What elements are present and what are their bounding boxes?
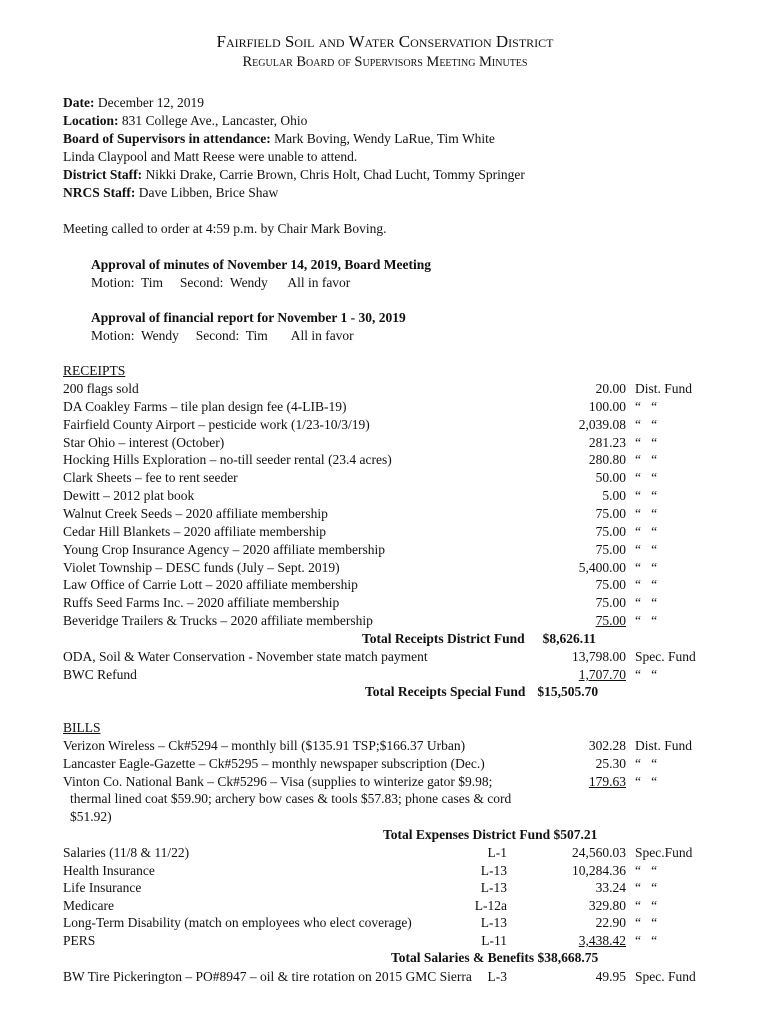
bills-heading: BILLS <box>63 720 101 735</box>
row-fund: “ “ <box>635 559 658 575</box>
row-amount: 75.00 <box>595 523 626 539</box>
nrcs-line: NRCS Staff: Dave Libben, Brice Shaw <box>63 185 279 200</box>
document-subtitle: Regular Board of Supervisors Meeting Minutes <box>242 54 528 70</box>
row-code: L-11 <box>481 933 507 948</box>
row-amount: 5,400.00 <box>578 559 626 575</box>
row-fund: “ “ <box>635 398 658 414</box>
row-description: DA Coakley Farms – tile plan design fee (4-LIB-19) <box>63 398 347 414</box>
row-amount: 25.30 <box>595 756 626 771</box>
row-fund: “ “ <box>635 915 658 931</box>
row-amount: 33.24 <box>595 880 626 896</box>
row-amount: 75.00 <box>595 541 626 557</box>
row-amount: 20.00 <box>595 381 626 396</box>
table-row <box>63 576 713 594</box>
row-amount: 75.00 <box>595 613 626 629</box>
table-row <box>63 879 713 897</box>
row-fund: “ “ <box>635 577 658 593</box>
row-amount: 302.28 <box>588 738 626 753</box>
row-amount: 49.95 <box>595 969 626 984</box>
table-row <box>63 897 713 915</box>
row-description: Star Ohio – interest (October) <box>63 434 225 450</box>
total-receipts-district: Total Receipts District Fund $8,626.11 <box>362 631 596 646</box>
row-description: Young Crop Insurance Agency – 2020 affiliate membership <box>63 541 385 557</box>
row-description: Cedar Hill Blankets – 2020 affiliate membership <box>63 523 326 539</box>
row-amount: 100.00 <box>588 398 626 414</box>
table-row <box>63 541 713 559</box>
motion-2-detail: Motion: Wendy Second: Tim All in favor <box>91 328 354 343</box>
row-fund: “ “ <box>635 862 658 878</box>
motion-1-heading: Approval of minutes of November 14, 2019, Board Meeting <box>91 257 431 272</box>
document-title: Fairfield Soil and Water Conservation District <box>216 32 554 51</box>
row-description: Law Office of Carrie Lott – 2020 affiliate membership <box>63 577 358 593</box>
table-row <box>63 844 713 862</box>
row-description: Violet Township – DESC funds (July – Sept. 2019) <box>63 559 340 575</box>
table-row <box>63 523 713 541</box>
row-amount: 281.23 <box>588 434 626 450</box>
row-fund: “ “ <box>635 452 658 468</box>
date-line: Date: December 12, 2019 <box>63 95 204 110</box>
row-fund: “ “ <box>635 613 658 629</box>
motion-1-detail: Motion: Tim Second: Wendy All in favor <box>91 275 351 290</box>
table-row <box>63 862 713 880</box>
row-amount: 22.90 <box>595 915 626 931</box>
table-row <box>63 469 713 487</box>
row-description: Long-Term Disability (match on employees who elect coverage) <box>63 915 412 931</box>
row-fund: “ “ <box>635 470 658 486</box>
row-amount: 75.00 <box>595 577 626 593</box>
row-code: L-13 <box>480 880 507 896</box>
row-fund: “ “ <box>635 667 658 682</box>
row-code: L-1 <box>487 845 507 860</box>
row-code: L-13 <box>480 862 507 878</box>
table-row <box>63 505 713 523</box>
row-code: L-13 <box>480 915 507 931</box>
motion-2-heading: Approval of financial report for November 1 - 30, 2019 <box>91 310 406 325</box>
row-fund: “ “ <box>635 505 658 521</box>
row-fund: Spec. Fund <box>635 649 696 664</box>
row-amount: 13,798.00 <box>572 649 626 664</box>
row-description: BW Tire Pickerington – PO#8947 – oil & tire rotation on 2015 GMC Sierra <box>63 969 472 984</box>
total-receipts-special: Total Receipts Special Fund $15,505.70 <box>365 684 599 699</box>
row-code: L-3 <box>487 969 507 984</box>
row-fund: “ “ <box>635 523 658 539</box>
row-fund: Dist. Fund <box>635 381 693 396</box>
row-amount: 179.63 <box>588 774 626 789</box>
row-fund: “ “ <box>635 756 658 771</box>
table-row <box>63 612 713 630</box>
row-fund: “ “ <box>635 416 658 432</box>
table-row <box>63 416 713 434</box>
row-description: Hocking Hills Exploration – no-till seeder rental (23.4 acres) <box>63 452 392 468</box>
row-fund: “ “ <box>635 880 658 896</box>
row-fund: “ “ <box>635 774 658 789</box>
row-description: Salaries (11/8 & 11/22) <box>63 845 190 860</box>
row-description: Verizon Wireless – Ck#5294 – monthly bill ($135.91 TSP;$166.37 Urban) <box>63 738 466 753</box>
table-row <box>63 968 713 986</box>
row-description: Clark Sheets – fee to rent seeder <box>63 470 238 486</box>
row-fund: Spec. Fund <box>635 969 696 984</box>
row-description: PERS <box>63 933 96 948</box>
row-description: Fairfield County Airport – pesticide work (1/23-10/3/19) <box>63 416 370 432</box>
table-row <box>63 666 713 684</box>
location-line: Location: 831 College Ave., Lancaster, Ohio <box>63 113 308 128</box>
table-row <box>63 434 713 452</box>
table-row <box>63 773 713 791</box>
row-fund: “ “ <box>635 541 658 557</box>
row-amount: 5.00 <box>602 488 626 504</box>
row-description: Health Insurance <box>63 862 155 878</box>
row-amount: 3,438.42 <box>578 933 626 948</box>
total-expenses-district: Total Expenses District Fund $507.21 <box>383 827 598 842</box>
row-description: Medicare <box>63 897 114 913</box>
table-row <box>63 594 713 612</box>
row-description: Life Insurance <box>63 880 142 896</box>
row-code: L-12a <box>474 897 507 913</box>
receipts-heading: RECEIPTS <box>63 363 126 378</box>
row-description: ODA, Soil & Water Conservation - November state match payment <box>63 649 428 664</box>
row-fund: Dist. Fund <box>635 738 693 753</box>
row-fund: “ “ <box>635 933 658 948</box>
row-amount: 2,039.08 <box>578 416 626 432</box>
row-amount: 75.00 <box>595 595 626 611</box>
row-description: Ruffs Seed Farms Inc. – 2020 affiliate membership <box>63 595 340 611</box>
table-row <box>63 451 713 469</box>
table-row <box>63 737 713 755</box>
row-amount: 75.00 <box>595 505 626 521</box>
row-description: BWC Refund <box>63 667 137 682</box>
row-fund: Spec.Fund <box>635 845 693 860</box>
table-row <box>63 398 713 416</box>
bills-continuation-2: $51.92) <box>70 809 112 824</box>
row-amount: 24,560.03 <box>572 845 626 860</box>
row-description: Walnut Creek Seeds – 2020 affiliate membership <box>63 505 328 521</box>
bills-continuation-1: thermal lined coat $59.90; archery bow cases & tools $57.83; phone cases & cord <box>70 791 512 806</box>
row-amount: 329.80 <box>588 897 626 913</box>
board-line: Board of Supervisors in attendance: Mark Boving, Wendy LaRue, Tim White <box>63 131 495 146</box>
table-row <box>63 487 713 505</box>
table-row <box>63 914 713 932</box>
absent-line: Linda Claypool and Matt Reese were unable to attend. <box>63 149 358 164</box>
row-fund: “ “ <box>635 488 658 504</box>
row-amount: 10,284.36 <box>572 862 626 878</box>
row-amount: 50.00 <box>595 470 626 486</box>
row-amount: 280.80 <box>588 452 626 468</box>
total-salaries-benefits: Total Salaries & Benefits $38,668.75 <box>391 950 599 965</box>
row-description: Lancaster Eagle-Gazette – Ck#5295 – monthly newspaper subscription (Dec.) <box>63 756 485 771</box>
table-row <box>63 559 713 577</box>
row-description: Vinton Co. National Bank – Ck#5296 – Visa (supplies to winterize gator $9.98; <box>63 774 493 789</box>
table-row <box>63 380 713 398</box>
call-to-order: Meeting called to order at 4:59 p.m. by Chair Mark Boving. <box>63 221 387 236</box>
row-description: 200 flags sold <box>63 381 139 396</box>
table-row <box>63 932 713 950</box>
row-fund: “ “ <box>635 897 658 913</box>
row-description: Dewitt – 2012 plat book <box>63 488 195 504</box>
table-row <box>63 755 713 773</box>
table-row <box>63 648 713 666</box>
row-fund: “ “ <box>635 595 658 611</box>
row-fund: “ “ <box>635 434 658 450</box>
staff-line: District Staff: Nikki Drake, Carrie Brown, Chris Holt, Chad Lucht, Tommy Springer <box>63 167 525 182</box>
row-description: Beveridge Trailers & Trucks – 2020 affiliate membership <box>63 613 373 629</box>
row-amount: 1,707.70 <box>578 667 626 682</box>
